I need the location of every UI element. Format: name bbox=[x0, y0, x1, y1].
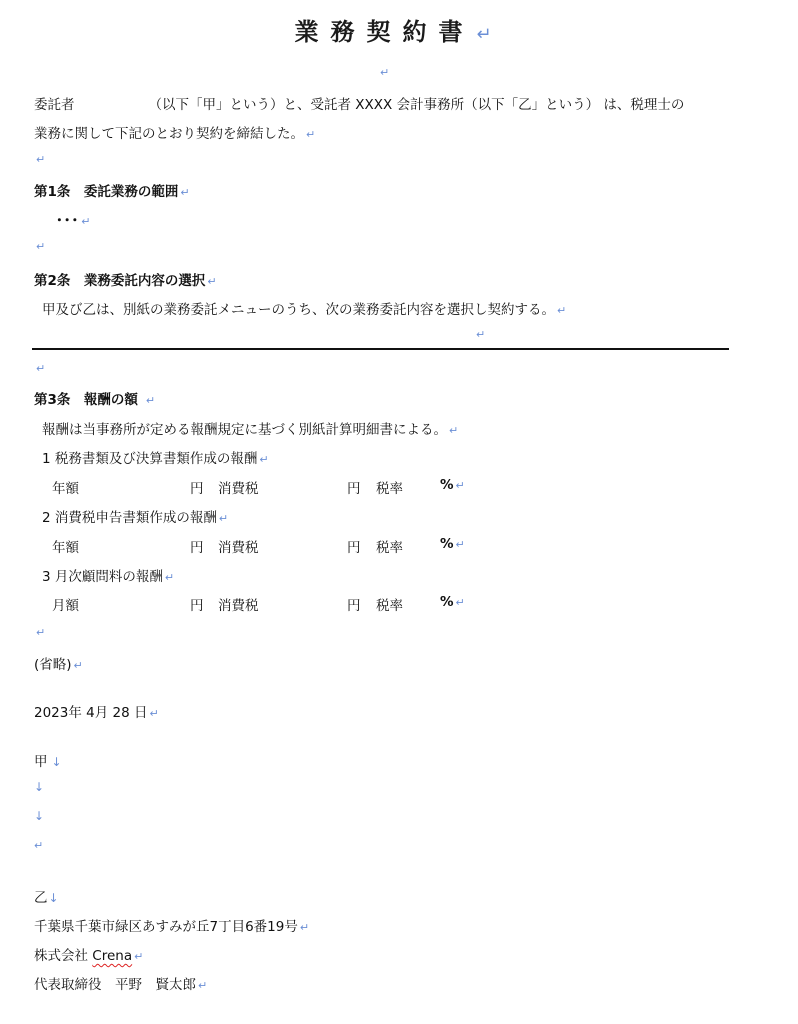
empty-paragraph: ↵ bbox=[36, 362, 46, 375]
intro-line-1 bbox=[34, 93, 684, 113]
intro-text: （以下「甲」という）と、受託者 XXXX 会計事務所（以下「乙」という） は、税理士の bbox=[148, 97, 685, 113]
fee-period-label: 年額 bbox=[52, 481, 79, 497]
party-a-label: 甲 ↓ bbox=[34, 754, 62, 770]
paragraph-mark: ↵ bbox=[476, 24, 504, 45]
fee-tax-yen-unit: 円 bbox=[347, 481, 361, 497]
party-b-address: 千葉県千葉市緑区あすみが丘7丁目6番19号 ↵ bbox=[34, 919, 310, 935]
fee-period-label: 年額 bbox=[52, 540, 79, 556]
empty-paragraph: ↵ bbox=[36, 153, 46, 166]
article-1-heading: 第1条 委託業務の範囲 ↵ bbox=[34, 184, 190, 200]
empty-paragraph: ↵ bbox=[476, 328, 486, 341]
fee-item-title: 3 月次顧問料の報酬 ↵ bbox=[42, 569, 175, 585]
intro-line-2: 業務に関して下記のとおり契約を締結した。 ↵ bbox=[34, 126, 316, 142]
fee-yen-unit: 円 bbox=[190, 481, 204, 497]
article-3-body: 報酬は当事務所が定める報酬規定に基づく別紙計算明細書による。 ↵ bbox=[42, 422, 459, 438]
party-b-company: 株式会社 Crena ↵ bbox=[34, 948, 144, 964]
line-break-mark: ↓ bbox=[34, 780, 45, 794]
party-b-representative: 代表取締役 平野 賢太郎 ↵ bbox=[34, 977, 208, 993]
intro-client-label: 委託者 bbox=[34, 97, 75, 113]
fee-percent: % ↵ bbox=[440, 536, 465, 552]
horizontal-rule bbox=[32, 348, 729, 350]
article-2-heading: 第2条 業務委託内容の選択 ↵ bbox=[34, 273, 217, 289]
fee-rate-label: 税率 bbox=[376, 481, 403, 497]
fee-period-label: 月額 bbox=[52, 598, 79, 614]
fee-percent: % ↵ bbox=[440, 594, 465, 610]
fee-tax-yen-unit: 円 bbox=[347, 540, 361, 556]
article-3-heading: 第3条 報酬の額 ↵ bbox=[34, 392, 156, 408]
fee-yen-unit: 円 bbox=[190, 540, 204, 556]
empty-paragraph: ↵ bbox=[380, 66, 390, 79]
fee-yen-unit: 円 bbox=[190, 598, 204, 614]
empty-paragraph: ↵ bbox=[36, 240, 46, 253]
fee-item-title: 2 消費税申告書類作成の報酬 ↵ bbox=[42, 510, 229, 526]
line-break-mark: ↓ bbox=[34, 809, 45, 823]
fee-rate-label: 税率 bbox=[376, 598, 403, 614]
fee-item-title: 1 税務書類及び決算書類作成の報酬 ↵ bbox=[42, 451, 269, 467]
fee-percent: % ↵ bbox=[440, 477, 465, 493]
party-b-label: 乙↓ bbox=[34, 890, 59, 906]
empty-paragraph: ↵ bbox=[36, 626, 46, 639]
fee-tax-yen-unit: 円 bbox=[347, 598, 361, 614]
article-2-body: 甲及び乙は、別紙の業務委託メニューのうち、次の業務委託内容を選択し契約する。 ↵ bbox=[42, 302, 567, 318]
fee-tax-label: 消費税 bbox=[218, 540, 259, 556]
document-title: 業務契約書 ↵ bbox=[294, 18, 504, 46]
article-1-body: ･･･ ↵ bbox=[56, 213, 92, 229]
contract-date: 2023年 4月 28 日 ↵ bbox=[34, 705, 159, 721]
empty-paragraph: ↵ bbox=[34, 839, 44, 852]
fee-tax-label: 消費税 bbox=[218, 598, 259, 614]
fee-tax-label: 消費税 bbox=[218, 481, 259, 497]
omitted-note: (省略) ↵ bbox=[34, 657, 83, 673]
fee-rate-label: 税率 bbox=[376, 540, 403, 556]
company-name: Crena bbox=[92, 948, 133, 964]
